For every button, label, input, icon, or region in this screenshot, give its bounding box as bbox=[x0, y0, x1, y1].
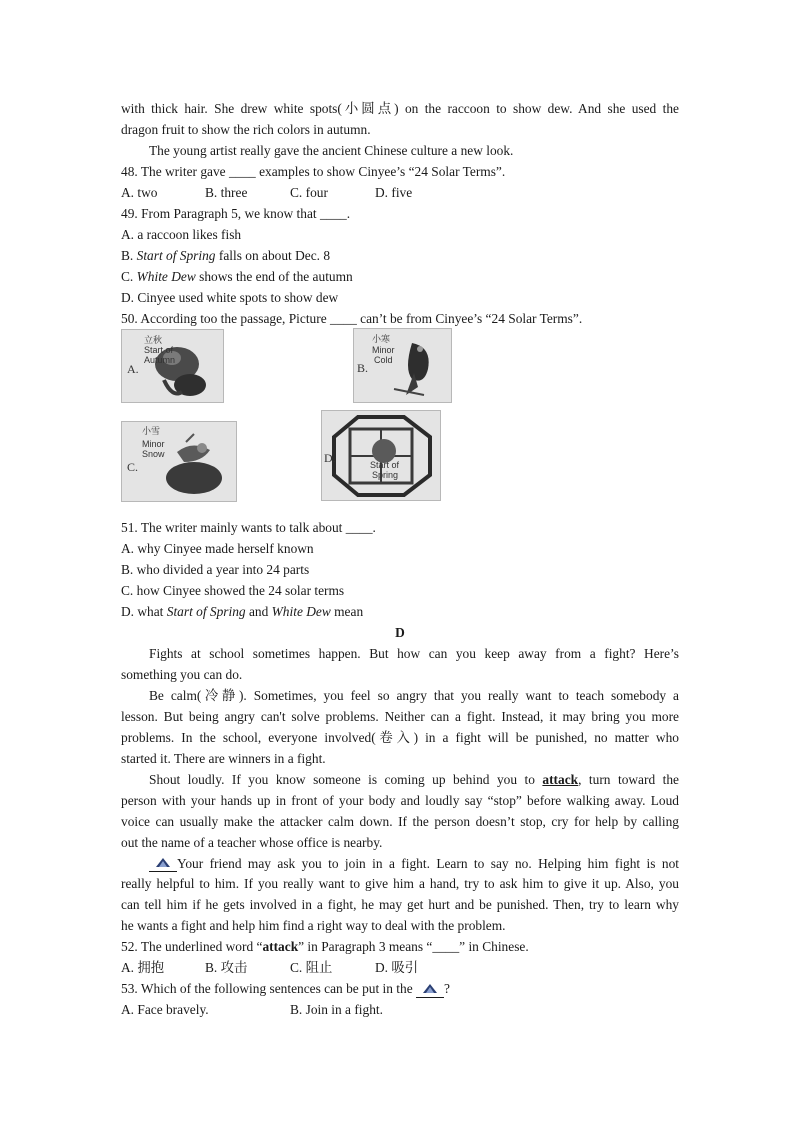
passage-line: Be calm(冷静). Sometimes, you feel so angry that you really want to teach somebody a bbox=[149, 688, 679, 703]
picture-c bbox=[121, 421, 237, 502]
passage-line: Fights at school sometimes happen. But how can you keep away from a fight? Here’s bbox=[149, 646, 679, 661]
passage-line: The young artist really gave the ancient Chinese culture a new look. bbox=[149, 143, 514, 158]
option-text: mean bbox=[330, 604, 364, 619]
option-49-b bbox=[121, 248, 679, 264]
question-text: 52. The underlined word “ bbox=[121, 939, 263, 954]
picture-tag: 立秋 bbox=[144, 335, 163, 345]
option-52-c: C. 阻止 bbox=[290, 960, 333, 975]
question-49: 49. From Paragraph 5, we know that ____. bbox=[121, 206, 351, 221]
passage-text: Shout loudly. If you know someone is coming up behind you to bbox=[149, 772, 543, 787]
term-italic: Start of Spring bbox=[166, 604, 246, 619]
passage-line: dragon fruit to show the rich colors in autumn. bbox=[121, 122, 371, 137]
option-48-d: D. five bbox=[375, 185, 413, 200]
picture-tag: Start of bbox=[144, 345, 174, 355]
triangle-icon bbox=[422, 983, 438, 994]
option-prefix: D. what bbox=[121, 604, 167, 619]
picture-tag: Start of bbox=[370, 460, 400, 470]
option-48-b: B. three bbox=[205, 185, 248, 200]
picture-tag: Minor bbox=[142, 439, 165, 449]
passage-text: Your friend may ask you to join in a fight. Learn to say no. Helping him fight is not bbox=[177, 856, 679, 871]
question-50: 50. According too the passage, Picture ____ can’t be from Cinyee’s “24 Solar Terms”. bbox=[121, 311, 583, 326]
question-text: 53. Which of the following sentences can be put in the bbox=[121, 981, 417, 996]
window-frame-illustration-icon bbox=[322, 411, 440, 500]
option-53-a: A. Face bravely. bbox=[121, 1002, 209, 1017]
blank-marker bbox=[416, 981, 444, 998]
section-heading: D bbox=[395, 625, 405, 640]
picture-tag: Minor bbox=[372, 345, 395, 355]
triangle-icon bbox=[155, 857, 171, 868]
picture-letter: C. bbox=[127, 460, 139, 474]
option-53-b: B. Join in a fight. bbox=[290, 1002, 383, 1017]
passage-line: can tell him if he gets involved in a fight, he may get hurt and be punished. Then, try to learn why bbox=[121, 897, 679, 912]
option-prefix: B. bbox=[121, 248, 137, 263]
option-52-b: B. 攻击 bbox=[205, 960, 248, 975]
picture-tag: 小寒 bbox=[372, 334, 391, 344]
picture-tag: Spring bbox=[372, 470, 399, 480]
option-48-a: A. two bbox=[121, 185, 158, 200]
picture-d bbox=[321, 410, 441, 501]
passage-text: , turn toward the bbox=[578, 772, 679, 787]
option-52-a: A. 拥抱 bbox=[121, 960, 165, 975]
option-49-c bbox=[121, 269, 679, 285]
picture-a bbox=[121, 329, 224, 403]
picture-tag: 小雪 bbox=[142, 426, 161, 436]
blank-marker bbox=[149, 855, 177, 872]
option-text: falls on about Dec. 8 bbox=[215, 248, 331, 263]
option-text: shows the end of the autumn bbox=[195, 269, 353, 284]
option-48-c: C. four bbox=[290, 185, 328, 200]
question-52 bbox=[121, 939, 679, 955]
term-italic: White Dew bbox=[271, 604, 331, 619]
option-49-a: A. a raccoon likes fish bbox=[121, 227, 242, 242]
passage-line bbox=[149, 772, 679, 788]
option-prefix: C. bbox=[121, 269, 137, 284]
option-49-d: D. Cinyee used white spots to show dew bbox=[121, 290, 339, 305]
picture-letter: A. bbox=[127, 362, 139, 376]
question-53 bbox=[121, 981, 679, 998]
passage-line: with thick hair. She drew white spots(小圆点) on the raccoon to show dew. And she used the bbox=[121, 101, 679, 116]
option-51-b: B. who divided a year into 24 parts bbox=[121, 562, 310, 577]
question-48: 48. The writer gave ____ examples to show Cinyee’s “24 Solar Terms”. bbox=[121, 164, 506, 179]
term-italic: Start of Spring bbox=[136, 248, 216, 263]
picture-b bbox=[353, 328, 452, 403]
question-text: ” in Paragraph 3 means “____” in Chinese. bbox=[298, 939, 529, 954]
option-text: and bbox=[245, 604, 272, 619]
option-51-d bbox=[121, 604, 679, 620]
passage-line: problems. In the school, everyone involved(卷入) in a fight will be punished, no matter who bbox=[121, 730, 679, 745]
picture-tag: Cold bbox=[374, 355, 393, 365]
passage-line: person with your hands up in front of your body and loudly say “stop” before walking away. Loud bbox=[121, 793, 679, 808]
picture-letter: D. bbox=[324, 451, 336, 465]
passage-line bbox=[149, 855, 679, 872]
underlined-word: attack bbox=[542, 772, 579, 787]
passage-line: voice can usually make the attacker calm down. If the person doesn’t stop, cry for help by calling bbox=[121, 814, 679, 829]
picture-tag: Snow bbox=[142, 449, 165, 459]
passage-line: he wants a fight and help him find a right way to deal with the problem. bbox=[121, 918, 506, 933]
option-51-c: C. how Cinyee showed the 24 solar terms bbox=[121, 583, 345, 598]
picture-letter: B. bbox=[357, 361, 369, 375]
option-52-d: D. 吸引 bbox=[375, 960, 419, 975]
animal-illustration-icon bbox=[122, 422, 236, 501]
bird-illustration-icon bbox=[354, 329, 451, 402]
passage-line: lesson. But being angry can't solve problems. Neither can a fight. Instead, it may bring you more bbox=[121, 709, 679, 724]
term-italic: White Dew bbox=[136, 269, 196, 284]
option-51-a: A. why Cinyee made herself known bbox=[121, 541, 314, 556]
passage-line: out the name of a teacher whose office is nearby. bbox=[121, 835, 383, 850]
question-text: ? bbox=[444, 981, 450, 996]
passage-line: really helpful to him. If you really want to give him a hand, try to ask him to give it up. Also, you bbox=[121, 876, 679, 891]
picture-tag: Autumn bbox=[144, 355, 176, 365]
question-51: 51. The writer mainly wants to talk about ____. bbox=[121, 520, 376, 535]
bold-word: attack bbox=[262, 939, 299, 954]
passage-line: started it. There are winners in a fight. bbox=[121, 751, 326, 766]
passage-line: something you can do. bbox=[121, 667, 243, 682]
